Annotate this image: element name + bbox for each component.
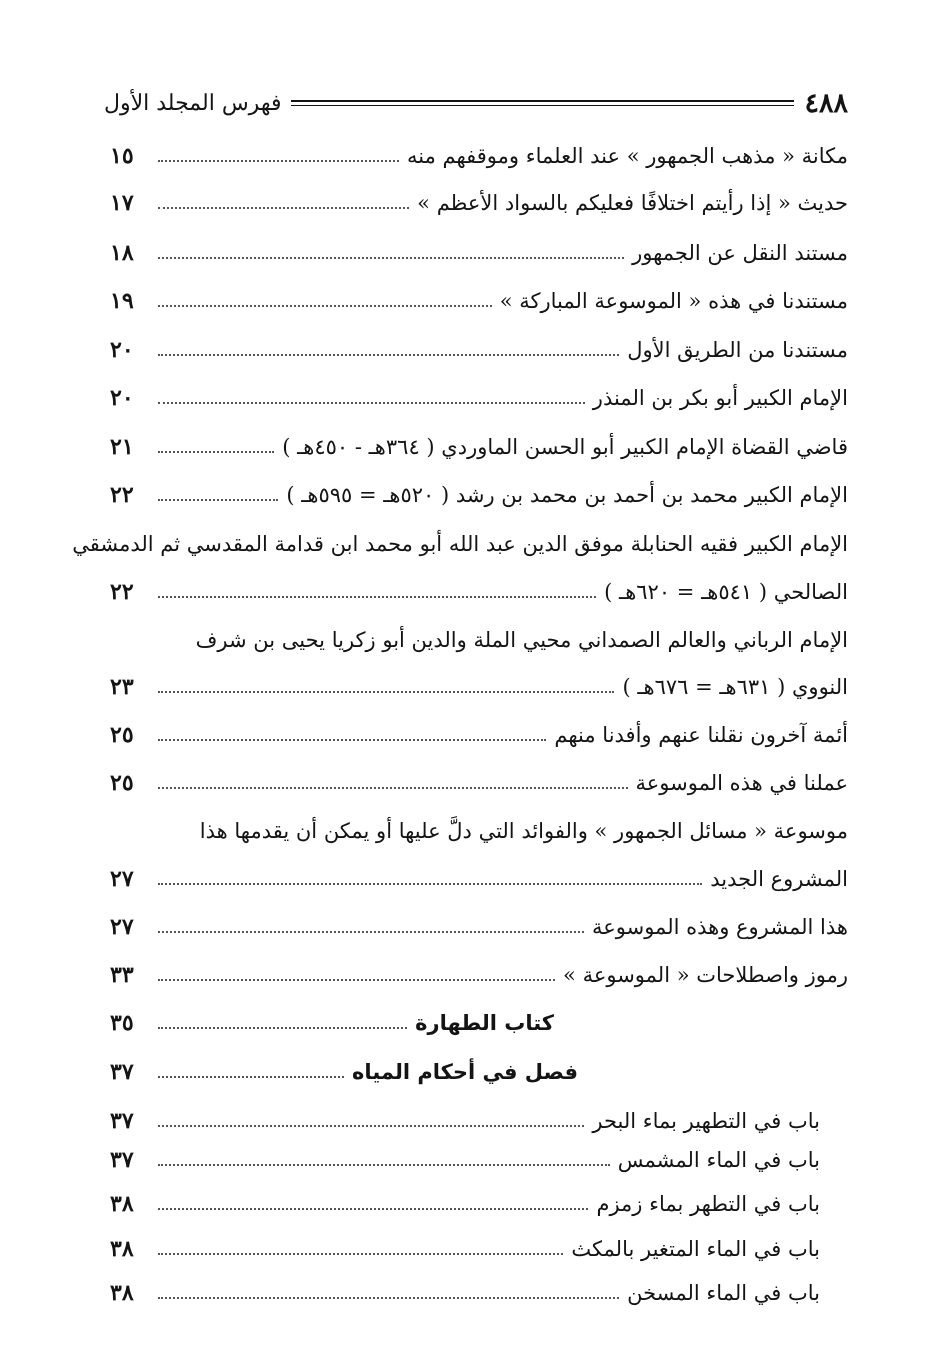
- page-header: [104, 86, 848, 120]
- entry-page: ٣٧: [110, 1059, 134, 1085]
- entry-title: النووي ( ٦٣١هـ = ٦٧٦هـ ): [622, 675, 848, 699]
- leader-dots: [158, 354, 619, 356]
- entry-title: مستندنا في هذه « الموسوعة المباركة »: [499, 289, 848, 313]
- leader-dots: [158, 257, 624, 259]
- entry-page: ٢٠: [110, 337, 134, 363]
- entry-page: ٢٣: [110, 674, 134, 700]
- entry-page: ٢٢: [110, 482, 134, 508]
- entry-page: ٣٥: [110, 1010, 134, 1036]
- toc-entry[interactable]: [110, 862, 848, 896]
- chapter-heading: فصل في أحكام المياه: [352, 1060, 578, 1084]
- leader-dots: [158, 1076, 344, 1078]
- entry-page: ٣٣: [110, 962, 134, 988]
- entry-title: الإمام الكبير محمد بن أحمد بن محمد بن رشد ( ٥٢٠هـ = ٥٩٥هـ ): [286, 483, 848, 507]
- toc-entry[interactable]: [110, 139, 848, 173]
- leader-dots: [158, 1297, 619, 1299]
- toc-entry[interactable]: [110, 958, 848, 992]
- leader-dots: [158, 691, 614, 693]
- entry-title: المشروع الجديد: [710, 867, 848, 891]
- entry-title: باب في الماء المشمس: [617, 1148, 820, 1172]
- entry-page: ٢٥: [110, 722, 134, 748]
- toc-entry[interactable]: [110, 1232, 848, 1266]
- entry-title: هذا المشروع وهذه الموسوعة: [591, 915, 848, 939]
- entry-first-line: موسوعة « مسائل الجمهور » والفوائد التي دلَّ عليها أو يمكن أن يقدمها هذا: [199, 819, 848, 843]
- entry-page: ٣٨: [110, 1236, 134, 1262]
- entry-title: الصالحي ( ٥٤١هـ = ٦٢٠هـ ): [604, 580, 848, 604]
- entry-page: ٣٧: [110, 1108, 134, 1134]
- toc-entry[interactable]: [110, 910, 848, 944]
- toc-entry[interactable]: [110, 430, 848, 464]
- toc-entry[interactable]: [110, 284, 848, 318]
- entry-page: ١٧: [110, 190, 134, 216]
- leader-dots: [158, 883, 702, 885]
- leader-dots: [158, 979, 555, 981]
- toc-entry[interactable]: [110, 333, 848, 367]
- entry-page: ٢٢: [110, 579, 134, 605]
- toc-entry[interactable]: [110, 1143, 848, 1177]
- leader-dots: [158, 596, 596, 598]
- leader-dots: [158, 402, 585, 404]
- entry-title: الإمام الكبير أبو بكر بن المنذر: [592, 386, 848, 410]
- entry-title: باب في الماء المتغير بالمكث: [571, 1237, 820, 1261]
- leader-dots: [158, 499, 278, 501]
- toc-entry[interactable]: [110, 1104, 848, 1138]
- book-heading: كتاب الطهارة: [415, 1011, 554, 1035]
- leader-dots: [158, 1125, 584, 1127]
- entry-title: عملنا في هذه الموسوعة: [635, 771, 848, 795]
- toc-entry[interactable]: [110, 575, 848, 609]
- leader-dots: [158, 160, 399, 162]
- entry-title: أئمة آخرون نقلنا عنهم وأفدنا منهم: [554, 723, 848, 747]
- entry-page: ١٩: [110, 288, 134, 314]
- header-rule: [291, 100, 794, 106]
- running-title: فهرس المجلد الأول: [104, 90, 282, 116]
- entry-page: ٣٨: [110, 1191, 134, 1217]
- toc-entry[interactable]: [110, 381, 848, 415]
- entry-title: مستندنا من الطريق الأول: [627, 338, 848, 362]
- toc-entry[interactable]: [110, 236, 848, 270]
- toc-entry[interactable]: [110, 718, 848, 752]
- entry-title: حديث « إذا رأيتم اختلافًا فعليكم بالسواد الأعظم »: [417, 191, 848, 215]
- leader-dots: [158, 207, 409, 209]
- entry-page: ٣٧: [110, 1147, 134, 1173]
- toc-heading-chapter[interactable]: [110, 1055, 848, 1089]
- toc-entry[interactable]: [110, 478, 848, 512]
- leader-dots: [158, 1027, 407, 1029]
- entry-title: رموز واصطلاحات « الموسوعة »: [563, 963, 848, 987]
- toc-entry[interactable]: [110, 1276, 848, 1310]
- entry-first-line: الإمام الكبير فقيه الحنابلة موفق الدين عبد الله أبو محمد ابن قدامة المقدسي ثم الدمشقي: [72, 532, 848, 556]
- toc-entry[interactable]: [110, 766, 848, 800]
- toc-entry[interactable]: [110, 186, 848, 220]
- entry-page: ٢٠: [110, 385, 134, 411]
- entry-title: مكانة « مذهب الجمهور » عند العلماء وموقفهم منه: [406, 144, 848, 168]
- entry-page: ٢٧: [110, 914, 134, 940]
- leader-dots: [158, 451, 274, 453]
- toc-heading-book[interactable]: [110, 1006, 848, 1040]
- entry-title: باب في التطهر بماء زمزم: [596, 1192, 820, 1216]
- toc-entry[interactable]: [110, 1187, 848, 1221]
- entry-page: ٢١: [110, 434, 134, 460]
- entry-title: باب في الماء المسخن: [627, 1281, 820, 1305]
- leader-dots: [158, 787, 628, 789]
- toc-entry[interactable]: [110, 670, 848, 704]
- leader-dots: [158, 305, 492, 307]
- entry-first-line: الإمام الرباني والعالم الصمداني محيي الملة والدين أبو زكريا يحيى بن شرف: [195, 628, 848, 652]
- entry-page: ٣٨: [110, 1280, 134, 1306]
- page-number: ٤٨٨: [804, 87, 848, 119]
- leader-dots: [158, 931, 584, 933]
- leader-dots: [158, 1253, 563, 1255]
- entry-title: مستند النقل عن الجمهور: [632, 241, 848, 265]
- entry-page: ٢٥: [110, 770, 134, 796]
- entry-title: قاضي القضاة الإمام الكبير أبو الحسن الماوردي ( ٣٦٤هـ - ٤٥٠هـ ): [282, 435, 848, 459]
- entry-title: باب في التطهير بماء البحر: [592, 1109, 820, 1133]
- leader-dots: [158, 1208, 588, 1210]
- entry-page: ١٥: [110, 143, 134, 169]
- leader-dots: [158, 739, 546, 741]
- entry-page: ٢٧: [110, 866, 134, 892]
- leader-dots: [158, 1164, 610, 1166]
- entry-page: ١٨: [110, 240, 134, 266]
